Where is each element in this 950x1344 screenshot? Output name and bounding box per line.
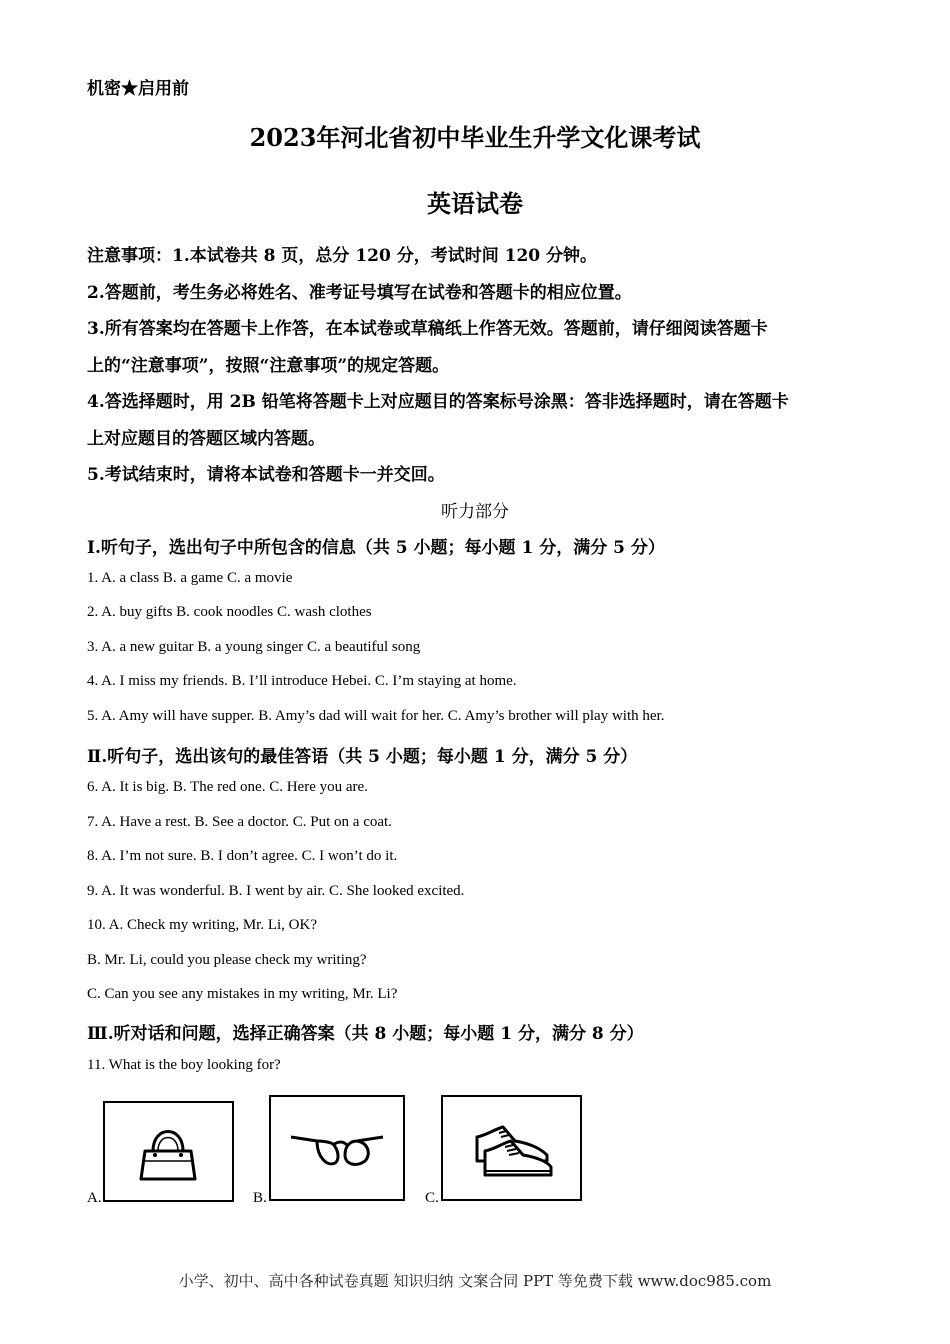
glasses-icon [271,1097,403,1199]
question-item: B. Mr. Li, could you please check my writing? [87,952,367,968]
handbag-icon [105,1103,232,1200]
note-line: 2.答题前，考生务必将姓名、准考证号填写在试卷和答题卡的相应位置。 [87,283,632,303]
question-item: C. Can you see any mistakes in my writing, Mr. Li? [87,986,398,1002]
sneaker-icon [443,1097,580,1199]
confidential-mark: 机密★启用前 [87,79,189,99]
question-item: 2. A. buy gifts B. cook noodles C. wash clothes [87,604,372,620]
note-line: 3.所有答案均在答题卡上作答，在本试卷或草稿纸上作答无效。答题前，请仔细阅读答题卡 [87,319,768,339]
question-item: 10. A. Check my writing, Mr. Li, OK? [87,917,317,933]
picture-option-a [103,1101,234,1202]
section-heading: Ⅲ.听对话和问题，选择正确答案（共 8 小题；每小题 1 分，满分 8 分） [87,1024,644,1044]
option-label: C. [425,1190,439,1206]
picture-option-b [269,1095,405,1201]
exam-subtitle: 英语试卷 [427,189,523,218]
note-line: 上的“注意事项”，按照“注意事项”的规定答题。 [87,356,450,376]
picture-option-c [441,1095,582,1201]
note-line: 上对应题目的答题区域内答题。 [87,429,325,449]
note-line: 5.考试结束时，请将本试卷和答题卡一并交回。 [87,465,445,485]
section-heading: Ⅱ.听句子，选出该句的最佳答语（共 5 小题；每小题 1 分，满分 5 分） [87,747,638,767]
section-heading: Ⅰ.听句子，选出句子中所包含的信息（共 5 小题；每小题 1 分，满分 5 分） [87,538,665,558]
page-footer: 小学、初中、高中各种试卷真题 知识归纳 文案合同 PPT 等免费下载 www.doc985.com [178,1272,772,1290]
note-line: 注意事项：1.本试卷共 8 页，总分 120 分，考试时间 120 分钟。 [87,246,598,266]
question-item: 5. A. Amy will have supper. B. Amy’s dad will wait for her. C. Amy’s brother will play with her. [87,708,665,724]
question-item: 9. A. It was wonderful. B. I went by air. C. She looked excited. [87,883,465,899]
question-item: 6. A. It is big. B. The red one. C. Here you are. [87,779,368,795]
question-item: 7. A. Have a rest. B. See a doctor. C. Put on a coat. [87,814,392,830]
option-label: B. [253,1190,267,1206]
option-label: A. [87,1190,102,1206]
exam-title: 2023年河北省初中毕业生升学文化课考试 [249,123,701,152]
part-title: 听力部分 [441,502,509,522]
question-item: 4. A. I miss my friends. B. I’ll introduce Hebei. C. I’m staying at home. [87,673,517,689]
question-item: 8. A. I’m not sure. B. I don’t agree. C. I won’t do it. [87,848,398,864]
question-item: 1. A. a class B. a game C. a movie [87,570,293,586]
question-item: 11. What is the boy looking for? [87,1057,281,1073]
question-item: 3. A. a new guitar B. a young singer C. a beautiful song [87,639,421,655]
note-line: 4.答选择题时，用 2B 铅笔将答题卡上对应题目的答案标号涂黑：答非选择题时，请在答题卡 [87,392,789,412]
